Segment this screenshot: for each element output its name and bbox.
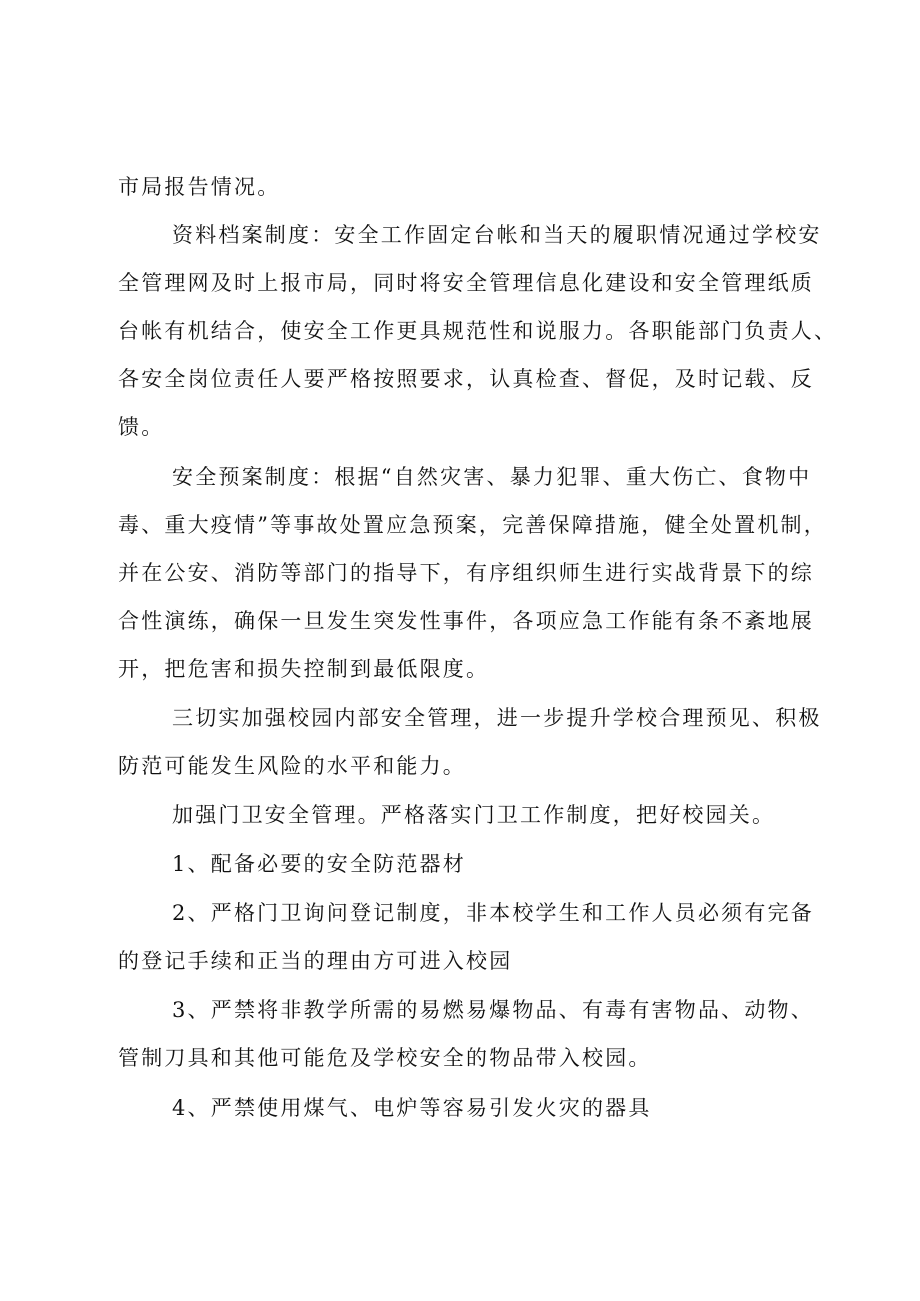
paragraph-line: 开，把危害和损失控制到最低限度。 [118, 657, 490, 681]
paragraph-line: 市局报告情况。 [118, 175, 281, 199]
paragraph-line: 馈。 [118, 415, 165, 439]
paragraph-line: 毒、重大疫情”等事故处置应急预案，完善保障措施，健全处置机制， [118, 513, 827, 537]
paragraph-line: 三切实加强校园内部安全管理，进一步提升学校合理预见、积极 [172, 706, 822, 730]
paragraph-line: 合性演练，确保一旦发生突发性事件，各项应急工作能有条不紊地展 [118, 609, 814, 633]
paragraph-line: 台帐有机结合，使安全工作更具规范性和说服力。各职能部门负责人、 [118, 319, 838, 343]
list-item: 3、严禁将非教学所需的易燃易爆物品、有毒有害物品、动物、 [172, 998, 814, 1022]
paragraph-line: 加强门卫安全管理。严格落实门卫工作制度，把好校园关。 [172, 803, 776, 827]
paragraph-line: 各安全岗位责任人要严格按照要求，认真检查、督促，及时记载、反 [118, 367, 814, 391]
list-item: 4、严禁使用煤气、电炉等容易引发火灾的器具 [172, 1096, 652, 1120]
paragraph-line: 安全预案制度：根据“自然灾害、暴力犯罪、重大伤亡、食物中 [172, 465, 812, 489]
paragraph-line: 防范可能发生风险的水平和能力。 [118, 754, 466, 778]
list-item: 1、配备必要的安全防范器材 [172, 852, 466, 876]
paragraph-line: 并在公安、消防等部门的指导下，有序组织师生进行实战背景下的综 [118, 561, 814, 585]
paragraph-line: 全管理网及时上报市局，同时将安全管理信息化建设和安全管理纸质 [118, 271, 814, 295]
paragraph-line: 资料档案制度：安全工作固定台帐和当天的履职情况通过学校安 [172, 223, 822, 247]
list-item: 2、严格门卫询问登记制度，非本校学生和工作人员必须有完备 [172, 901, 814, 925]
list-item-continuation: 的登记手续和正当的理由方可进入校园 [118, 949, 513, 973]
list-item-continuation: 管制刀具和其他可能危及学校安全的物品带入校园。 [118, 1046, 652, 1070]
